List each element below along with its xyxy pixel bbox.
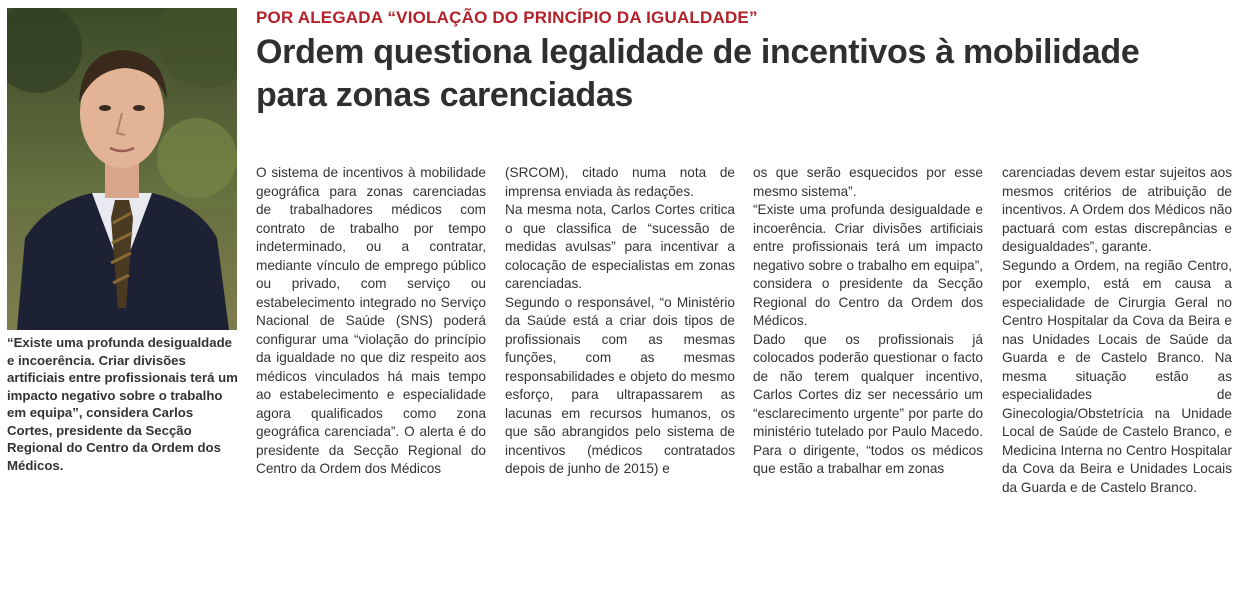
portrait-photo [7,8,237,330]
portrait-illustration [7,8,237,330]
article-column-1 [256,164,486,479]
paragraph: Na mesma nota, Carlos Cortes critica o que classifica de “sucessão de medidas avulsas” para incentivar a colocação de especialistas em zonas carenciadas. [505,202,735,291]
paragraph: “Existe uma profunda desigualdade e incoerência. Criar divisões artificiais entre profissionais terá um impacto negativo sobre o trabalho em equipa”, considera o presidente da Secção Regional do Centro da Ordem dos Médicos. [753,202,983,328]
photo-caption: “Existe uma profunda desigualdade e incoerência. Criar divisões artificiais entre profissionais terá um impacto negativo sobre o trabalho em equipa”, considera Carlos Cortes, presidente da Secção Regional do Centro da Ordem dos Médicos. [7,335,238,473]
article-column-3 [753,164,983,479]
paragraph: os que serão esquecidos por esse mesmo sistema”. [753,165,983,199]
paragraph: Dado que os profissionais já colocados poderão questionar o facto de não terem qualquer incentivo, Carlos Cortes diz ser necessário um “esclarecimento urgente” por parte do ministério tutelado por Paulo Macedo. Para o dirigente, “todos os médicos que estão a trabalhar em zonas [753,331,983,476]
paragraph: carenciadas devem estar sujeitos aos mesmos critérios de atribuição de incentivos. A Ordem dos Médicos não pactuará com estas discrepâncias e desigualdades”, garante. [1002,165,1232,254]
paragraph: Segundo a Ordem, na região Centro, por exemplo, está em causa a especialidade de Cirurgia Geral no Centro Hospitalar da Cova da Beira e nas Unidades Locais de Saúde da Guarda e de Castelo Branco. Na mesma situação estão as especialidades de Ginecologia/Obstetrícia na Unidade Local de Saúde de Castelo Branco, e Medicina Interna no Centro Hospitalar da Cova da Beira e Unidades Locais da Guarda e de Castelo Branco. [1002,257,1232,495]
article-headline: Ordem questiona legalidade de incentivos à mobilidade para zonas carenciadas [256,33,1140,114]
paragraph: Segundo o responsável, “o Ministério da Saúde está a criar dois tipos de profissionais com as mesmas funções, com as mesmas responsabilidades e objeto do mesmo esforço, para ultrapassarem as lacunas em recursos humanos, os que são abrangidos pelo sistema de incentivos (médicos contratados depois de junho de 2015) e [505,294,735,476]
article-kicker: POR ALEGADA “VIOLAÇÃO DO PRINCÍPIO DA IGUALDADE” [256,8,758,27]
paragraph: O sistema de incentivos à mobilidade geográfica para zonas carenciadas de trabalhadores médicos com contrato de trabalho por tempo indeterminado, ou a contratar, mediante vínculo de emprego público ou privado, com serviço ou estabelecimento integrado no Serviço Nacional de Saúde (SNS) poderá configurar uma “violação do princípio da igualdade no que diz respeito aos médicos vinculados há mais tempo ao estabelecimento e especialidade agora qualificados como zona geográfica carenciada”. O alerta é do presidente da Secção Regional do Centro da Ordem dos Médicos [256,165,486,476]
article-column-2 [505,164,735,479]
paragraph: (SRCOM), citado numa nota de imprensa enviada às redações. [505,165,735,199]
article-column-4 [1002,164,1232,497]
